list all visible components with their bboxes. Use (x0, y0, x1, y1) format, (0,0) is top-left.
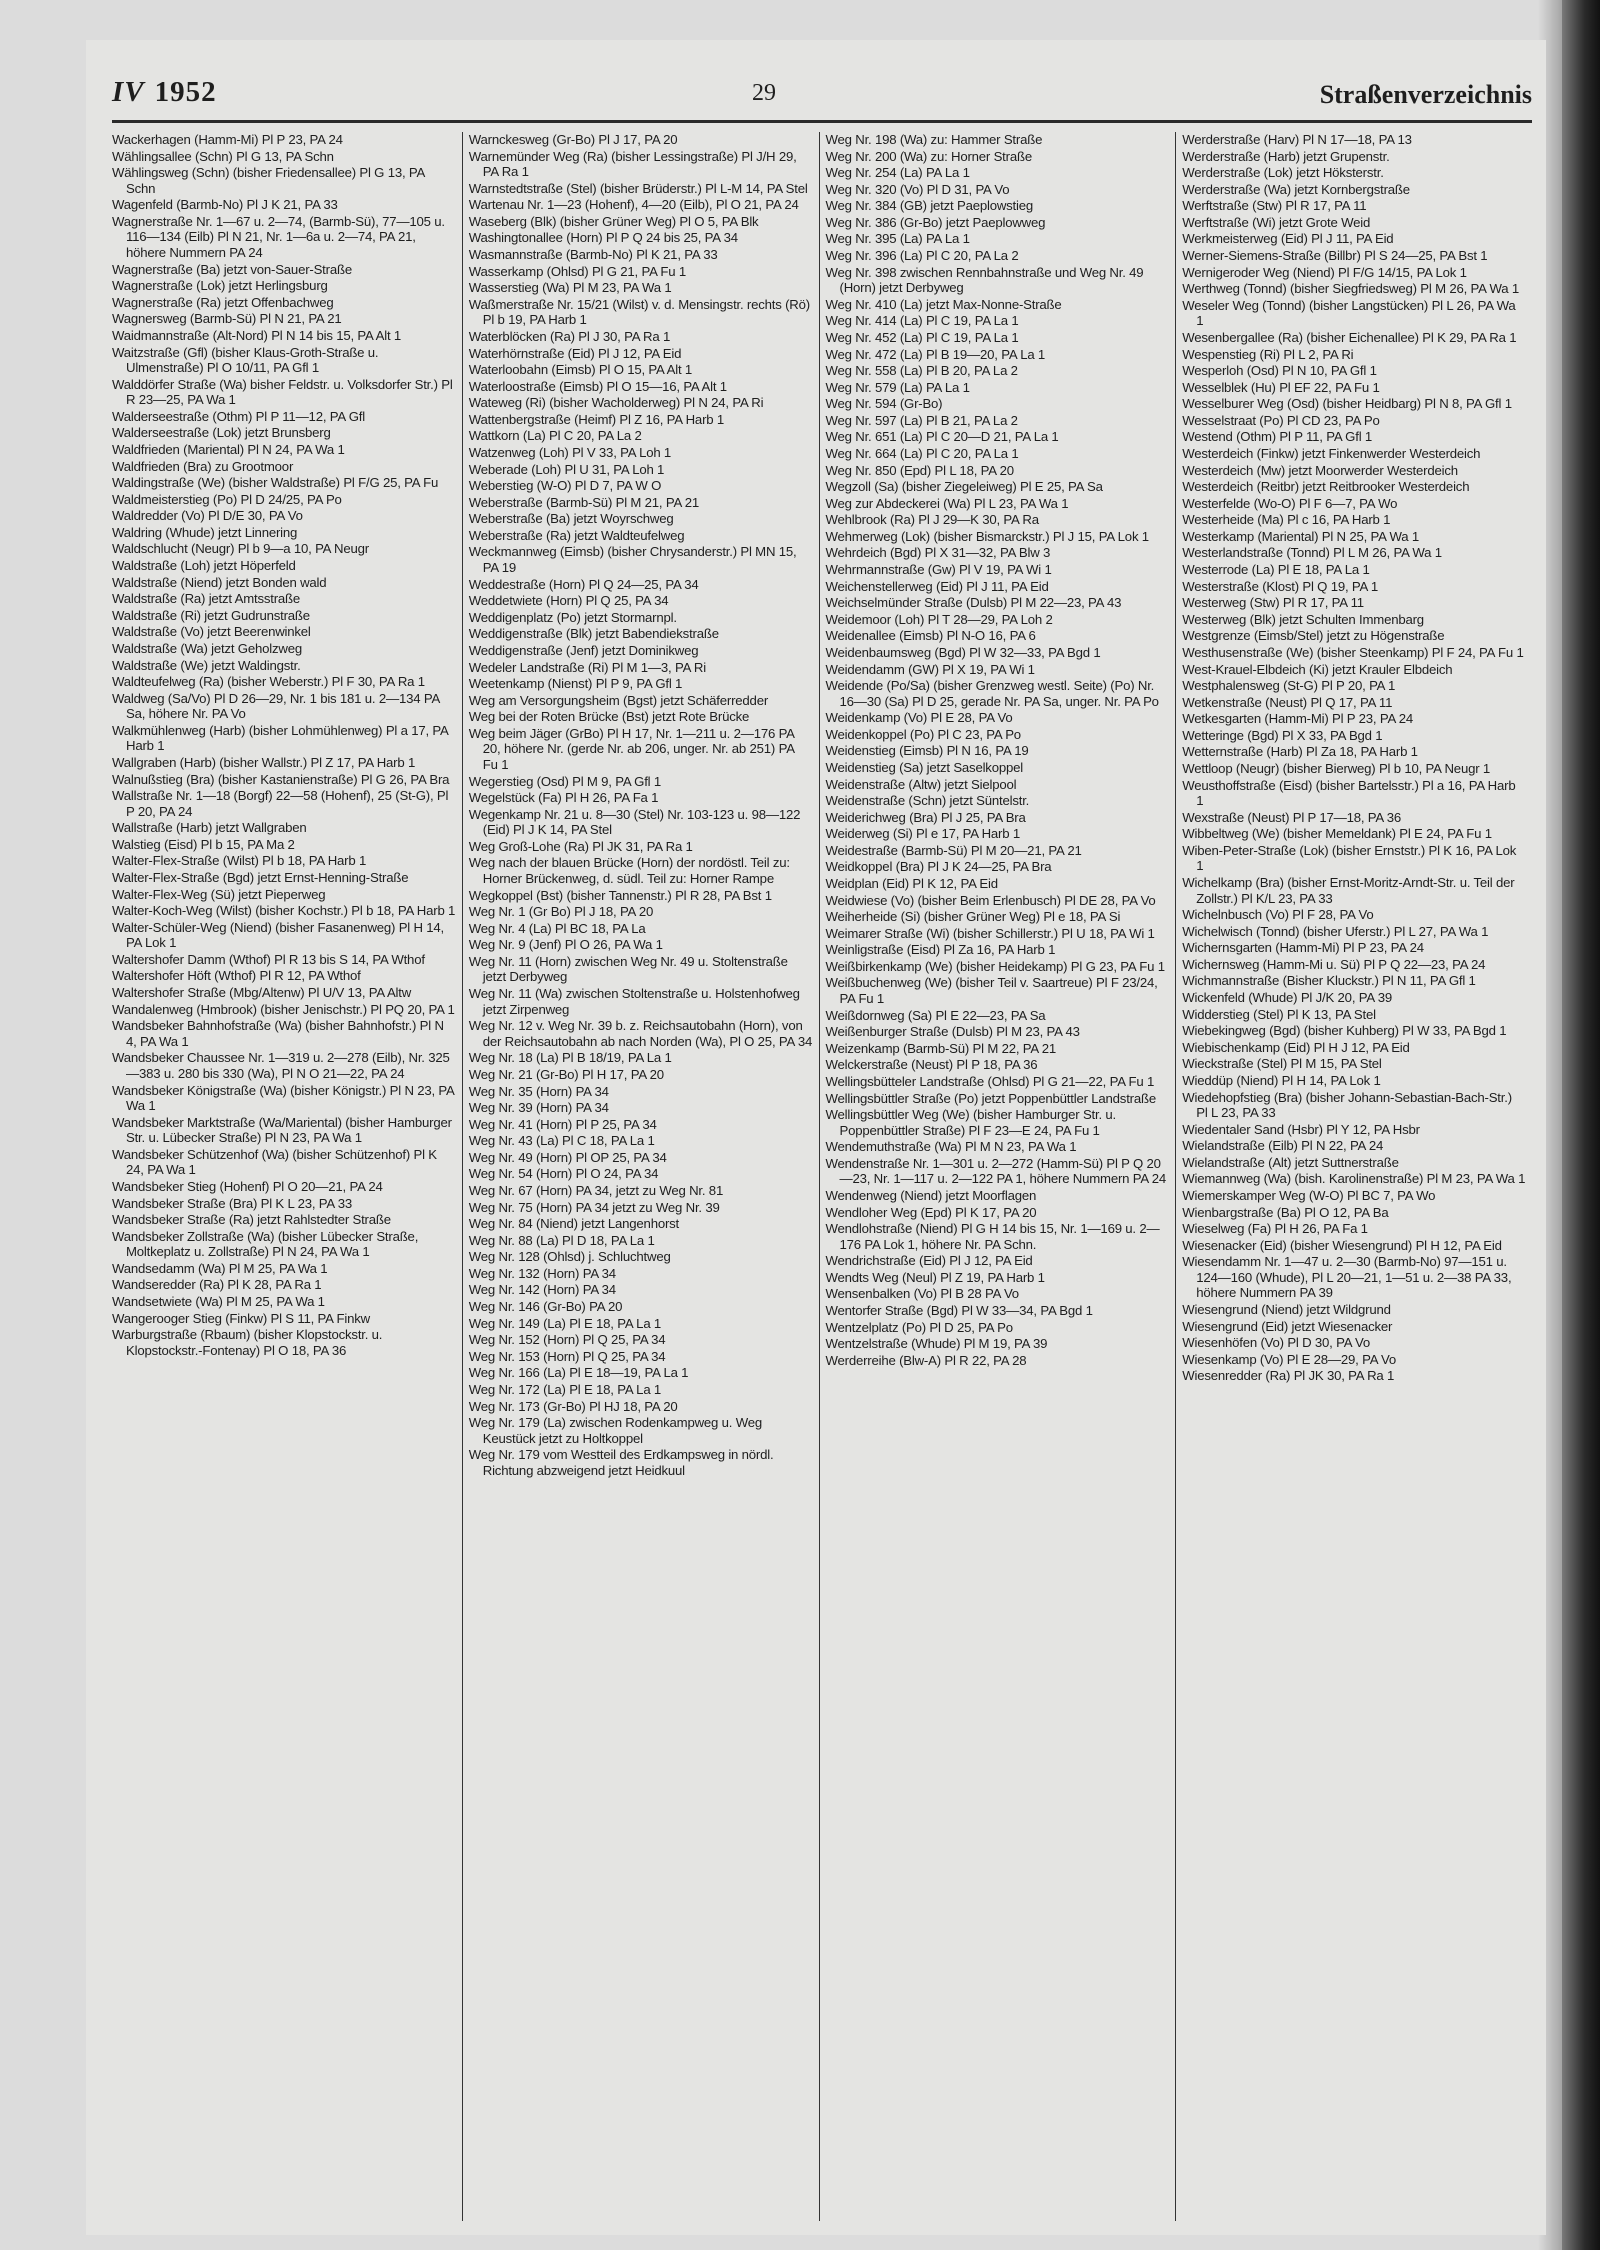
street-entry: Waldstraße (Vo) jetzt Beerenwinkel (112, 624, 311, 640)
street-entry: Wichelnbusch (Vo) Pl F 28, PA Vo (1182, 907, 1374, 923)
street-entry: Weg Nr. 35 (Horn) PA 34 (468, 1083, 609, 1099)
street-entry: Weidenbaumsweg (Bgd) Pl W 32—33, PA Bgd 1 (825, 644, 1101, 660)
scan-binding-edge (1562, 0, 1600, 2250)
street-entry: Wegerstieg (Osd) Pl M 9, PA Gfl 1 (468, 773, 662, 789)
street-entry: Waitzstraße (Gfl) (bisher Klaus-Groth-Straße u. Ulmenstraße) Pl O 10/11, PA Gfl 1 (112, 344, 379, 376)
street-entry: Weg Nr. 651 (La) Pl C 20—D 21, PA La 1 (825, 429, 1059, 445)
street-entry: Weusthoffstraße (Eisd) (bisher Bartelsstr.) Pl a 16, PA Harb 1 (1182, 777, 1516, 809)
street-entry: Weg Nr. 67 (Horn) PA 34, jetzt zu Weg Nr. 81 (468, 1183, 724, 1198)
street-entry: Weg Nr. 594 (Gr-Bo) (825, 396, 943, 412)
street-entry: Weg Nr. 1 (Gr Bo) Pl J 18, PA 20 (468, 904, 654, 920)
street-entry: Walstieg (Eisd) Pl b 15, PA Ma 2 (112, 836, 295, 852)
street-entry: Weidenallee (Eimsb) Pl N-O 16, PA 6 (825, 628, 1036, 644)
street-entry: Westerheide (Ma) Pl c 16, PA Harb 1 (1182, 512, 1391, 528)
street-entry: Werftstraße (Stw) Pl R 17, PA 11 (1182, 198, 1367, 214)
street-entry: Wegzoll (Sa) (bisher Ziegeleiweg) Pl E 25, PA Sa (825, 479, 1103, 495)
street-entry: Walter-Koch-Weg (Wilst) (bisher Kochstr.) Pl b 18, PA Harb 1 (112, 903, 456, 919)
street-entry: Wandsbeker Königstraße (Wa) (bisher Königstr.) Pl N 23, PA Wa 1 (112, 1082, 454, 1114)
street-entry: Wandsbeker Marktstraße (Wa/Mariental) (bisher Hamburger Str. u. Lübecker Straße) Pl N 23, PA Wa 1 (112, 1114, 452, 1146)
street-entry: Wegkoppel (Bst) (bisher Tannenstr.) Pl R 28, PA Bst 1 (468, 887, 772, 903)
street-entry: Wandalenweg (Hmbrook) (bisher Jenischstr.) Pl PQ 20, PA 1 (112, 1001, 455, 1017)
street-entry: Westerdeich (Reitbr) jetzt Reitbrooker Westerdeich (1182, 479, 1470, 495)
street-entry: Wegelstück (Fa) Pl H 26, PA Fa 1 (468, 790, 659, 806)
volume-year (112, 76, 217, 109)
street-entry: Wandsetwiete (Wa) Pl M 25, PA Wa 1 (112, 1294, 325, 1310)
street-entry: Weg Nr. 395 (La) PA La 1 (825, 231, 970, 247)
street-entry: Wendloher Weg (Epd) Pl K 17, PA 20 (825, 1204, 1037, 1220)
street-entry: Weddigenstraße (Jenf) jetzt Dominikweg (468, 642, 699, 658)
street-entry: Weg Nr. 18 (La) Pl B 18/19, PA La 1 (468, 1050, 672, 1066)
street-entry: Wellingsbüttler Straße (Po) jetzt Poppenbüttler Landstraße (825, 1090, 1156, 1106)
street-entry: Warnstedtstraße (Stel) (bisher Brüderstr.) Pl L-M 14, PA Stel (468, 180, 808, 196)
street-entry: Wegenkamp Nr. 21 u. 8—30 (Stel) Nr. 103-123 u. 98—122 (Eid) Pl J K 14, PA Stel (468, 806, 801, 838)
street-entry: Werderstraße (Harv) Pl N 17—18, PA 13 (1182, 132, 1412, 147)
street-entry: Weg Nr. 172 (La) Pl E 18, PA La 1 (468, 1381, 662, 1397)
street-entry: Weg Nr. 146 (Gr-Bo) PA 20 (468, 1299, 623, 1315)
street-entry: Walter-Flex-Straße (Bgd) jetzt Ernst-Henning-Straße (112, 870, 409, 886)
street-entry: Wienbargstraße (Ba) Pl O 12, PA Ba (1182, 1204, 1389, 1220)
street-entry: Wasserstieg (Wa) Pl M 23, PA Wa 1 (468, 280, 672, 296)
street-entry: Weidenstieg (Sa) jetzt Saselkoppel (825, 759, 1023, 775)
street-entry: Washingtonallee (Horn) Pl P Q 24 bis 25, PA 34 (468, 230, 738, 246)
street-entry: Wiesengrund (Niend) jetzt Wildgrund (1182, 1302, 1391, 1318)
street-entry: Weidenstieg (Eimsb) Pl N 16, PA 19 (825, 743, 1029, 759)
street-entry: Weetenkamp (Nienst) Pl P 9, PA Gfl 1 (468, 676, 683, 692)
street-entry: Werftstraße (Wi) jetzt Grote Weid (1182, 214, 1371, 230)
street-entry: West-Krauel-Elbdeich (Ki) jetzt Krauler Elbdeich (1182, 661, 1453, 677)
street-entry: Weidestraße (Barmb-Sü) Pl M 20—21, PA 21 (825, 842, 1082, 858)
street-entry: Weidwiese (Vo) (bisher Beim Erlenbusch) Pl DE 28, PA Vo (825, 892, 1156, 908)
street-entry: Walddörfer Straße (Wa) bisher Feldstr. u. Volksdorfer Str.) Pl R 23—25, PA Wa 1 (112, 376, 453, 408)
street-entry: Wandseredder (Ra) Pl K 28, PA Ra 1 (112, 1277, 322, 1293)
street-entry: Weg Nr. 579 (La) PA La 1 (825, 379, 970, 395)
street-entry: Waldstraße (Loh) jetzt Höperfeld (112, 558, 296, 574)
street-entry: Weg Nr. 41 (Horn) Pl P 25, PA 34 (468, 1116, 657, 1132)
street-entry: Wielandstraße (Alt) jetzt Suttnerstraße (1182, 1154, 1399, 1170)
page-header (112, 76, 1532, 122)
street-entry: Wiesenacker (Eid) (bisher Wiesengrund) Pl H 12, PA Eid (1182, 1237, 1502, 1253)
street-entry: Wasmannstraße (Barmb-No) Pl K 21, PA 33 (468, 247, 718, 263)
column-2 (462, 132, 819, 2221)
street-entry: Weg Nr. 43 (La) Pl C 18, PA La 1 (468, 1133, 655, 1149)
street-entry: Wesperloh (Osd) Pl N 10, PA Gfl 1 (1182, 363, 1377, 379)
street-entry: Wetternstraße (Harb) Pl Za 18, PA Harb 1 (1182, 744, 1418, 760)
street-entry: Waldstraße (Wa) jetzt Geholzweg (112, 640, 302, 656)
street-entry: Werner-Siemens-Straße (Billbr) Pl S 24—25, PA Bst 1 (1182, 248, 1488, 264)
street-entry: Waßmerstraße Nr. 15/21 (Wilst) v. d. Mensingstr. rechts (Rö) Pl b 19, PA Harb 1 (468, 296, 810, 328)
street-entry: Weg Nr. 11 (Horn) zwischen Weg Nr. 49 u. Stoltenstraße jetzt Derbyweg (468, 953, 788, 985)
street-entry: Weg Nr. 179 vom Westteil des Erdkampsweg in nördl. Richtung abzweigend jetzt Heidkuul (468, 1447, 774, 1478)
street-entry: Weg Groß-Lohe (Ra) Pl JK 31, PA Ra 1 (468, 838, 693, 854)
street-entry: Weg Nr. 11 (Wa) zwischen Stoltenstraße u. Holstenhofweg jetzt Zirpenweg (468, 986, 800, 1017)
street-entry: Weckmannweg (Eimsb) (bisher Chrysanderstr.) Pl MN 15, PA 19 (468, 544, 797, 576)
street-entry: Weberstraße (Barmb-Sü) Pl M 21, PA 21 (468, 494, 700, 510)
street-entry: Weg Nr. 179 (La) zwischen Rodenkampweg u. Weg Keustück jetzt zu Holtkoppel (468, 1415, 762, 1446)
street-entry: Wespenstieg (Ri) Pl L 2, PA Ri (1182, 346, 1354, 362)
header-rule (112, 120, 1532, 123)
street-entry: Weg Nr. 386 (Gr-Bo) jetzt Paeplowweg (825, 214, 1046, 230)
street-entry: Weberade (Loh) Pl U 31, PA Loh 1 (468, 461, 665, 477)
street-entry: Weg Nr. 132 (Horn) PA 34 (468, 1265, 616, 1281)
street-entry: Weg am Versorgungsheim (Bgst) jetzt Schäferredder (468, 692, 769, 708)
street-entry: Weg bei der Roten Brücke (Bst) jetzt Rote Brücke (468, 709, 750, 725)
street-entry: Wendts Weg (Neul) Pl Z 19, PA Harb 1 (825, 1269, 1045, 1285)
street-entry: Wartenau Nr. 1—23 (Hohenf), 4—20 (Eilb), Pl O 21, PA 24 (468, 197, 799, 213)
street-entry: Wagenfeld (Barmb-No) Pl J K 21, PA 33 (112, 197, 338, 213)
street-entry: Wendlohstraße (Niend) Pl G H 14 bis 15, Nr. 1—169 u. 2—176 PA Lok 1, höhere Nr. PA Schn. (825, 1221, 1160, 1252)
street-entry: Warburgstraße (Rbaum) (bisher Klopstockstr. u. Klopstockstr.-Fontenay) Pl O 18, PA 36 (112, 1327, 383, 1358)
year-label: 1952 (154, 76, 217, 108)
street-entry: Weg Nr. 320 (Vo) Pl D 31, PA Vo (825, 181, 1010, 197)
street-entry: Weg Nr. 410 (La) jetzt Max-Nonne-Straße (825, 296, 1062, 312)
street-entry: Wexstraße (Neust) Pl P 17—18, PA 36 (1182, 809, 1402, 825)
street-entry: Weidenkoppel (Po) Pl C 23, PA Po (825, 726, 1021, 742)
street-entry: Waseberg (Blk) (bisher Grüner Weg) Pl O 5, PA Blk (468, 213, 759, 229)
street-entry: Wehrmannstraße (Gw) Pl V 19, PA Wi 1 (825, 562, 1052, 578)
street-entry: Watzenweg (Loh) Pl V 33, PA Loh 1 (468, 444, 672, 460)
street-entry: Wallstraße Nr. 1—18 (Borgf) 22—58 (Hohenf), 25 (St-G), Pl P 20, PA 24 (112, 788, 449, 819)
street-entry: Waldingstraße (We) (bisher Waldstraße) Pl F/G 25, PA Fu (112, 475, 439, 491)
street-entry: Westerrode (La) Pl E 18, PA La 1 (1182, 562, 1370, 578)
street-entry: Wielandstraße (Eilb) Pl N 22, PA 24 (1182, 1138, 1384, 1154)
page-number: 29 (752, 80, 776, 106)
street-entry: Wiemannweg (Wa) (bish. Karolinenstraße) Pl M 23, PA Wa 1 (1182, 1171, 1526, 1187)
street-entry: Wandsbeker Schützenhof (Wa) (bisher Schützenhof) Pl K 24, PA Wa 1 (112, 1146, 437, 1178)
street-entry: Weg Nr. 414 (La) Pl C 19, PA La 1 (825, 313, 1019, 329)
street-entry: Wentorfer Straße (Bgd) Pl W 33—34, PA Bgd 1 (825, 1303, 1093, 1319)
street-entry: Wendenstraße Nr. 1—301 u. 2—272 (Hamm-Sü) Pl P Q 20—23, Nr. 1—117 u. 2—122 PA 1, höhere Nummern PA 24 (825, 1155, 1166, 1187)
street-entry: Weg Nr. 21 (Gr-Bo) Pl H 17, PA 20 (468, 1066, 664, 1082)
street-entry: Weg Nr. 198 (Wa) zu: Hammer Straße (825, 132, 1043, 147)
street-entry: Weidende (Po/Sa) (bisher Grenzweg westl. Seite) (Po) Nr. 16—30 (Sa) Pl D 25, gerade Nr. PA Sa, unger. Nr. PA Po (825, 678, 1159, 709)
street-entry: Waldredder (Vo) Pl D/E 30, PA Vo (112, 508, 303, 524)
street-entry: Waldmeisterstieg (Po) Pl D 24/25, PA Po (112, 491, 342, 507)
street-entry: Waidmannstraße (Alt-Nord) Pl N 14 bis 15, PA Alt 1 (112, 327, 402, 343)
street-entry: Weidenstraße (Schn) jetzt Süntelstr. (825, 793, 1030, 809)
street-entry: Wiedehopfstieg (Bra) (bisher Johann-Sebastian-Bach-Str.) Pl L 23, PA 33 (1182, 1089, 1512, 1121)
street-entry: Weg nach der blauen Brücke (Horn) der nordöstl. Teil zu: Horner Brückenweg, d. südl. Teil zu: Horner Rampe (468, 855, 790, 887)
street-entry: Wandsbeker Zollstraße (Wa) (bisher Lübecker Straße, Moltkeplatz u. Zollstraße) Pl N 24, PA Wa 1 (112, 1228, 419, 1260)
street-entry: Wichelkamp (Bra) (bisher Ernst-Moritz-Arndt-Str. u. Teil der Zollstr.) Pl K/L 23, PA 33 (1182, 875, 1515, 906)
document-page (86, 40, 1546, 2235)
street-entry: Waterhörnstraße (Eid) Pl J 12, PA Eid (468, 345, 682, 361)
street-entry: Wandsbeker Bahnhofstraße (Wa) (bisher Bahnhofstr.) Pl N 4, PA Wa 1 (112, 1018, 444, 1049)
street-entry: Weidenstraße (Altw) jetzt Sielpool (825, 776, 1017, 792)
street-entry: Wallstraße (Harb) jetzt Wallgraben (112, 820, 307, 836)
street-entry: Weg Nr. 597 (La) Pl B 21, PA La 2 (825, 412, 1018, 428)
street-entry: Wallgraben (Harb) (bisher Wallstr.) Pl Z 17, PA Harb 1 (112, 754, 416, 770)
street-entry: Weg Nr. 9 (Jenf) Pl O 26, PA Wa 1 (468, 937, 663, 953)
street-entry: Wentzelstraße (Whude) Pl M 19, PA 39 (825, 1336, 1048, 1352)
street-entry: Werderreihe (Blw-A) Pl R 22, PA 28 (825, 1352, 1027, 1368)
street-entry: Weiherheide (Si) (bisher Grüner Weg) Pl e 18, PA Si (825, 909, 1121, 925)
street-entry: Weizenkamp (Barmb-Sü) Pl M 22, PA 21 (825, 1040, 1057, 1056)
street-entry: Wiesengrund (Eid) jetzt Wiesenacker (1182, 1318, 1393, 1334)
street-entry: Waltershofer Höft (Wthof) Pl R 12, PA Wthof (112, 968, 361, 984)
street-entry: Weg Nr. 75 (Horn) PA 34 jetzt zu Weg Nr. 39 (468, 1199, 720, 1215)
street-entry: Waldweg (Sa/Vo) Pl D 26—29, Nr. 1 bis 181 u. 2—134 PA Sa, höhere Nr. PA Vo (112, 690, 440, 722)
street-entry: Wendemuthstraße (Wa) Pl M N 23, PA Wa 1 (825, 1139, 1077, 1155)
street-entry: Westerkamp (Mariental) Pl N 25, PA Wa 1 (1182, 528, 1419, 544)
street-entry: Weg Nr. 149 (La) Pl E 18, PA La 1 (468, 1315, 662, 1331)
street-entry: Walkmühlenweg (Harb) (bisher Lohmühlenweg) Pl a 17, PA Harb 1 (112, 722, 448, 754)
street-entry: Weg Nr. 166 (La) Pl E 18—19, PA La 1 (468, 1365, 689, 1381)
street-entry: Wiebischenkamp (Eid) Pl H J 12, PA Eid (1182, 1039, 1410, 1055)
street-entry: Wandsbeker Stieg (Hohenf) Pl O 20—21, PA 24 (112, 1179, 383, 1194)
street-entry: Wesselblek (Hu) Pl EF 22, PA Fu 1 (1182, 379, 1380, 395)
street-entry: Walderseestraße (Lok) jetzt Brunsberg (112, 425, 331, 441)
street-entry: Westerweg (Stw) Pl R 17, PA 11 (1182, 595, 1364, 611)
street-entry: Wetkenstraße (Neust) Pl Q 17, PA 11 (1182, 694, 1393, 710)
street-entry: Walter-Schüler-Weg (Niend) (bisher Fasanenweg) Pl H 14, PA Lok 1 (112, 919, 445, 951)
street-entry: Waterblöcken (Ra) Pl J 30, PA Ra 1 (468, 328, 671, 344)
street-entry: Wagnerstraße (Lok) jetzt Herlingsburg (112, 278, 328, 294)
street-entry: Waldstraße (Ri) jetzt Gudrunstraße (112, 607, 310, 623)
street-entry: Weberstraße (Ra) jetzt Waldteufelweg (468, 527, 685, 543)
street-entry: Weißenburger Straße (Dulsb) Pl M 23, PA 43 (825, 1024, 1080, 1040)
street-entry: Weddetwiete (Horn) Pl Q 25, PA 34 (468, 593, 669, 609)
street-entry: Wiesendamm Nr. 1—47 u. 2—30 (Barmb-No) 97—151 u. 124—160 (Whude), Pl L 20—21, 1—51 u. 2—38 PA 33, höhere Nummern PA 39 (1182, 1254, 1512, 1301)
column-4 (1175, 132, 1532, 2221)
street-entry: Weberstraße (Ba) jetzt Woyrschweg (468, 511, 674, 527)
street-entry: Waldteufelweg (Ra) (bisher Weberstr.) Pl F 30, PA Ra 1 (112, 674, 425, 690)
street-entry: Weißbirkenkamp (We) (bisher Heidekamp) Pl G 23, PA Fu 1 (825, 958, 1165, 974)
street-entry: Waldfrieden (Bra) zu Grootmoor (112, 458, 294, 474)
column-3 (819, 132, 1176, 2221)
street-entry: Werkmeisterweg (Eid) Pl J 11, PA Eid (1182, 231, 1394, 247)
street-entry: Wandsbeker Chaussee Nr. 1—319 u. 2—278 (Eilb), Nr. 325—383 u. 280 bis 330 (Wa), Pl N O 21—22, PA 24 (112, 1050, 450, 1081)
street-entry: Weidemoor (Loh) Pl T 28—29, PA Loh 2 (825, 611, 1053, 627)
street-entry: Wählingsweg (Schn) (bisher Friedensallee) Pl G 13, PA Schn (112, 165, 425, 196)
street-entry: Weg Nr. 39 (Horn) PA 34 (468, 1100, 609, 1116)
street-entry: Wattkorn (La) Pl C 20, PA La 2 (468, 428, 642, 444)
street-entry: Werderstraße (Harb) jetzt Grupenstr. (1182, 148, 1390, 164)
section-title: Straßenverzeichnis (1319, 80, 1532, 109)
street-entry: Wagnerstraße Nr. 1—67 u. 2—74, (Barmb-Sü), 77—105 u. 116—134 (Eilb) Pl N 21, Nr. 1—6a u. 2—74, PA 21, höhere Nummern PA 24 (112, 213, 445, 261)
street-entry: Waltershofer Straße (Mbg/Altenw) Pl U/V 13, PA Altw (112, 985, 412, 1001)
street-entry: Waldstraße (We) jetzt Waldingstr. (112, 657, 301, 673)
street-entry: Westerweg (Blk) jetzt Schulten Immenbarg (1182, 611, 1424, 627)
street-entry: Wesselburer Weg (Osd) (bisher Heidbarg) Pl N 8, PA Gfl 1 (1182, 396, 1512, 412)
street-entry: Welckerstraße (Neust) Pl P 18, PA 36 (825, 1057, 1038, 1073)
volume-label: IV (112, 76, 145, 108)
street-entry: Weg Nr. 128 (Ohlsd) j. Schluchtweg (468, 1249, 671, 1265)
street-entry: Weg Nr. 254 (La) PA La 1 (825, 165, 970, 181)
street-entry: Weg beim Jäger (GrBo) Pl H 17, Nr. 1—211 u. 2—176 PA 20, höhere Nr. (gerde Nr. ab 206, unger. Nr. ab 251) PA Fu 1 (468, 725, 795, 772)
street-entry: Weißdornweg (Sa) Pl E 22—23, PA Sa (825, 1007, 1046, 1023)
street-entry: Wiebekingweg (Bgd) (bisher Kuhberg) Pl W 33, PA Bgd 1 (1182, 1023, 1507, 1039)
street-entry: Wehrdeich (Bgd) Pl X 31—32, PA Blw 3 (825, 545, 1051, 561)
street-entry: Westerlandstraße (Tonnd) Pl L M 26, PA Wa 1 (1182, 545, 1442, 561)
street-entry: Wagnerstraße (Ba) jetzt von-Sauer-Straße (112, 261, 352, 277)
street-entry: Werderstraße (Lok) jetzt Höksterstr. (1182, 165, 1384, 181)
street-index-columns (112, 132, 1532, 2221)
street-entry: Weddigenstraße (Blk) jetzt Babendiekstraße (468, 626, 719, 642)
street-entry: Waterloostraße (Eimsb) Pl O 15—16, PA Alt 1 (468, 378, 727, 394)
street-entry: Weimarer Straße (Wi) (bisher Schillerstr.) Pl U 18, PA Wi 1 (825, 925, 1155, 941)
street-entry: Wiesenkamp (Vo) Pl E 28—29, PA Vo (1182, 1351, 1397, 1367)
street-entry: Weidenkamp (Vo) Pl E 28, PA Vo (825, 710, 1013, 726)
street-entry: Wandsedamm (Wa) Pl M 25, PA Wa 1 (112, 1260, 328, 1276)
street-entry: Weg Nr. 850 (Epd) Pl L 18, PA 20 (825, 462, 1014, 478)
street-entry: Wehlbrook (Ra) Pl J 29—K 30, PA Ra (825, 512, 1039, 528)
street-entry: Wateweg (Ri) (bisher Wacholderweg) Pl N 24, PA Ri (468, 395, 764, 411)
street-entry: Weidendamm (GW) Pl X 19, PA Wi 1 (825, 661, 1035, 677)
column-1 (112, 132, 462, 2221)
street-entry: Wichernsweg (Hamm-Mi u. Sü) Pl P Q 22—23, PA 24 (1182, 956, 1486, 972)
street-entry: Wernigeroder Weg (Niend) Pl F/G 14/15, PA Lok 1 (1182, 264, 1467, 280)
street-entry: Walnußstieg (Bra) (bisher Kastanienstraße) Pl G 26, PA Bra (112, 771, 450, 787)
street-entry: Wentzelplatz (Po) Pl D 25, PA Po (825, 1319, 1013, 1335)
street-entry: Weg Nr. 142 (Horn) PA 34 (468, 1282, 616, 1298)
street-entry: Wieckstraße (Stel) Pl M 15, PA Stel (1182, 1056, 1382, 1072)
street-entry: Wagnerstraße (Ra) jetzt Offenbachweg (112, 294, 334, 310)
street-entry: Westerstraße (Klost) Pl Q 19, PA 1 (1182, 578, 1378, 594)
street-entry: Weg Nr. 472 (La) Pl B 19—20, PA La 1 (825, 346, 1046, 362)
street-entry: Wackerhagen (Hamm-Mi) Pl P 23, PA 24 (112, 132, 343, 147)
street-entry: Wichelwisch (Tonnd) (bisher Uferstr.) Pl L 27, PA Wa 1 (1182, 923, 1489, 939)
street-entry: Widderstieg (Stel) Pl K 13, PA Stel (1182, 1006, 1376, 1022)
street-entry: Weg Nr. 152 (Horn) Pl Q 25, PA 34 (468, 1332, 666, 1348)
street-entry: Weinligstraße (Eisd) Pl Za 16, PA Harb 1 (825, 942, 1056, 958)
street-entry: Weg Nr. 200 (Wa) zu: Horner Straße (825, 148, 1032, 164)
street-entry: Westerdeich (Finkw) jetzt Finkenwerder Westerdeich (1182, 445, 1481, 461)
street-entry: Walter-Flex-Straße (Wilst) Pl b 18, PA Harb 1 (112, 853, 367, 869)
street-entry: Waltershofer Damm (Wthof) Pl R 13 bis S 14, PA Wthof (112, 951, 425, 967)
street-entry: Weichselmünder Straße (Dulsb) Pl M 22—23, PA 43 (825, 595, 1122, 611)
street-entry: Wiesenredder (Ra) Pl JK 30, PA Ra 1 (1182, 1368, 1395, 1384)
street-entry: Wiben-Peter-Straße (Lok) (bisher Ernststr.) Pl K 16, PA Lok 1 (1182, 842, 1517, 874)
street-entry: Wehmerweg (Lok) (bisher Bismarckstr.) Pl J 15, PA Lok 1 (825, 528, 1149, 544)
street-entry: Westend (Othm) Pl P 11, PA Gfl 1 (1182, 429, 1373, 445)
street-entry: Wendrichstraße (Eid) Pl J 12, PA Eid (825, 1253, 1033, 1269)
street-entry: Weiderweg (Si) Pl e 17, PA Harb 1 (825, 826, 1020, 842)
street-entry: Wandsbeker Straße (Bra) Pl K L 23, PA 33 (112, 1195, 352, 1211)
street-entry: Wichmannstraße (Bisher Kluckstr.) Pl N 11, PA Gfl 1 (1182, 973, 1476, 989)
street-entry: Wattenbergstraße (Heimf) Pl Z 16, PA Harb 1 (468, 411, 724, 427)
street-entry: Weichenstellerweg (Eid) Pl J 11, PA Eid (825, 578, 1049, 594)
street-entry: Weg Nr. 558 (La) Pl B 20, PA La 2 (825, 363, 1018, 379)
street-entry: Weg Nr. 54 (Horn) Pl O 24, PA 34 (468, 1166, 659, 1182)
street-entry: Westerfelde (Wo-O) Pl F 6—7, PA Wo (1182, 495, 1398, 511)
street-entry: Wieddüp (Niend) Pl H 14, PA Lok 1 (1182, 1072, 1381, 1088)
street-entry: Weg Nr. 452 (La) Pl C 19, PA La 1 (825, 329, 1019, 345)
street-entry: Waldstraße (Ra) jetzt Amtsstraße (112, 591, 301, 607)
street-entry: Wensenbalken (Vo) Pl B 28 PA Vo (825, 1286, 1019, 1302)
street-entry: Wendenweg (Niend) jetzt Moorflagen (825, 1188, 1037, 1203)
street-entry: Weg Nr. 49 (Horn) Pl OP 25, PA 34 (468, 1149, 667, 1165)
street-entry: Weidkoppel (Bra) Pl J K 24—25, PA Bra (825, 859, 1052, 875)
street-entry: Weg Nr. 384 (GB) jetzt Paeplowstieg (825, 198, 1034, 214)
street-entry: Weg zur Abdeckerei (Wa) Pl L 23, PA Wa 1 (825, 495, 1069, 511)
street-entry: Weg Nr. 88 (La) Pl D 18, PA La 1 (468, 1232, 655, 1248)
street-entry: Westphalensweg (St-G) Pl P 20, PA 1 (1182, 678, 1396, 694)
street-entry: Wesselstraat (Po) Pl CD 23, PA Po (1182, 412, 1380, 428)
street-entry: Waterloobahn (Eimsb) Pl O 15, PA Alt 1 (468, 362, 693, 378)
street-entry: Wangerooger Stieg (Finkw) Pl S 11, PA Finkw (112, 1310, 370, 1326)
street-entry: Wettloop (Neugr) (bisher Bierweg) Pl b 10, PA Neugr 1 (1182, 760, 1491, 776)
street-entry: Weddestraße (Horn) Pl Q 24—25, PA 34 (468, 576, 699, 592)
street-entry: Wedeler Landstraße (Ri) Pl M 1—3, PA Ri (468, 659, 706, 675)
street-entry: Waldfrieden (Mariental) Pl N 24, PA Wa 1 (112, 441, 345, 457)
street-entry: Weg Nr. 398 zwischen Rennbahnstraße und Weg Nr. 49 (Horn) jetzt Derbyweg (825, 264, 1144, 296)
street-entry: Walderseestraße (Othm) Pl P 11—12, PA Gfl (112, 408, 365, 424)
street-entry: Weddigenplatz (Po) jetzt Stormarnpl. (468, 609, 677, 625)
street-entry: Weg Nr. 664 (La) Pl C 20, PA La 1 (825, 445, 1019, 461)
street-entry: Waldschlucht (Neugr) Pl b 9—a 10, PA Neugr (112, 541, 369, 557)
street-entry: Wesenbergallee (Ra) (bisher Eichenallee) Pl K 29, PA Ra 1 (1182, 329, 1517, 345)
street-entry: Weberstieg (W-O) Pl D 7, PA W O (468, 478, 662, 494)
street-entry: Weißbuchenweg (We) (bisher Teil v. Saartreue) Pl F 23/24, PA Fu 1 (825, 975, 1158, 1007)
street-entry: Wiedentaler Sand (Hsbr) Pl Y 12, PA Hsbr (1182, 1121, 1420, 1137)
street-entry: Warnckesweg (Gr-Bo) Pl J 17, PA 20 (468, 132, 678, 147)
street-entry: Wickenfeld (Whude) Pl J/K 20, PA 39 (1182, 990, 1392, 1006)
street-entry: Wagnersweg (Barmb-Sü) Pl N 21, PA 21 (112, 311, 342, 327)
street-entry: Wieselweg (Fa) Pl H 26, PA Fa 1 (1182, 1221, 1368, 1237)
street-entry: Westhusenstraße (We) (bisher Steenkamp) Pl F 24, PA Fu 1 (1182, 644, 1524, 660)
street-entry: Weg Nr. 12 v. Weg Nr. 39 b. z. Reichsautobahn (Horn), von der Reichsautobahn ab nach Norden (Wa), Pl O 25, PA 34 (468, 1018, 813, 1049)
street-entry: Wasserkamp (Ohlsd) Pl G 21, PA Fu 1 (468, 263, 687, 279)
street-entry: Weseler Weg (Tonnd) (bisher Langstücken) Pl L 26, PA Wa 1 (1182, 297, 1516, 329)
street-entry: Wiemerskamper Weg (W-O) Pl BC 7, PA Wo (1182, 1188, 1436, 1203)
street-entry: Westerdeich (Mw) jetzt Moorwerder Westerdeich (1182, 462, 1458, 478)
street-entry: Wiesenhöfen (Vo) Pl D 30, PA Vo (1182, 1335, 1371, 1351)
street-entry: Wibbeltweg (We) (bisher Memeldank) Pl E 24, PA Fu 1 (1182, 826, 1492, 842)
street-entry: Westgrenze (Eimsb/Stel) jetzt zu Högenstraße (1182, 628, 1445, 644)
street-entry: Weg Nr. 173 (Gr-Bo) Pl HJ 18, PA 20 (468, 1398, 678, 1414)
street-entry: Weg Nr. 84 (Niend) jetzt Langenhorst (468, 1216, 680, 1232)
street-entry: Wählingsallee (Schn) Pl G 13, PA Schn (112, 148, 334, 164)
street-entry: Wetkesgarten (Hamm-Mi) Pl P 23, PA 24 (1182, 711, 1414, 727)
street-entry: Wellingsbüttler Weg (We) (bisher Hamburger Str. u. Poppenbüttler Straße) Pl F 23—E 24, PA Fu 1 (825, 1107, 1116, 1138)
street-entry: Waldring (Whude) jetzt Linnering (112, 524, 298, 540)
street-entry: Warnemünder Weg (Ra) (bisher Lessingstraße) Pl J/H 29, PA Ra 1 (468, 148, 797, 180)
street-entry: Weg Nr. 153 (Horn) Pl Q 25, PA 34 (468, 1348, 666, 1364)
street-entry: Wellingsbütteler Landstraße (Ohlsd) Pl G 21—22, PA Fu 1 (825, 1073, 1155, 1089)
street-entry: Werderstraße (Wa) jetzt Kornbergstraße (1182, 181, 1410, 197)
street-entry: Wetteringe (Bgd) Pl X 33, PA Bgd 1 (1182, 727, 1383, 743)
street-entry: Walter-Flex-Weg (Sü) jetzt Pieperweg (112, 886, 326, 902)
street-entry: Waldstraße (Niend) jetzt Bonden wald (112, 574, 327, 590)
street-entry: Weiderichweg (Bra) Pl J 25, PA Bra (825, 809, 1026, 825)
street-entry: Weidplan (Eid) Pl K 12, PA Eid (825, 876, 998, 892)
street-entry: Weg Nr. 396 (La) Pl C 20, PA La 2 (825, 248, 1019, 264)
street-entry: Wichernsgarten (Hamm-Mi) Pl P 23, PA 24 (1182, 940, 1424, 956)
street-entry: Wandsbeker Straße (Ra) jetzt Rahlstedter Straße (112, 1212, 391, 1228)
street-entry: Weg Nr. 4 (La) Pl BC 18, PA La (468, 920, 646, 936)
street-entry: Werthweg (Tonnd) (bisher Siegfriedsweg) Pl M 26, PA Wa 1 (1182, 281, 1519, 297)
